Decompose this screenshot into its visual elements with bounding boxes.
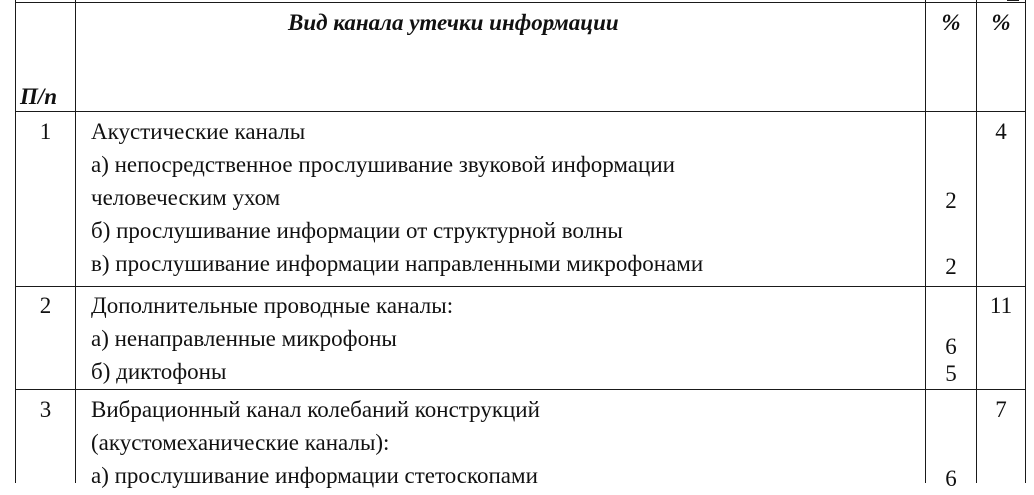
header-bottom-line [15,111,1026,112]
row-3-line-1: Вибрационный канал колебаний конструкций [91,397,540,422]
column-divider-num [75,0,76,483]
header-col-pct2: % [991,10,1011,35]
row-1-line-1: Акустические каналы [91,119,306,144]
row-1-sub-pct-5: 2 [945,254,957,279]
row-3-total-pct: 7 [995,397,1007,422]
row-2-sub-pct-2: 6 [945,334,957,359]
row-3-line-3: а) прослушивание информации стетоскопами [91,463,538,488]
row-1-bottom-line [15,286,1026,287]
header-col-channel: Вид канала утечки информации [288,10,619,35]
row-1-line-4: б) прослушивание информации от структурной волны [91,218,623,243]
row-3-sub-pct-3: 6 [945,466,957,491]
row-1-total-pct: 4 [995,119,1007,144]
column-divider-channel [925,0,926,483]
row-1-num: 1 [39,119,52,144]
row-1-sub-pct-3: 2 [945,188,957,213]
row-2-total-pct: 11 [989,293,1013,318]
row-2-line-1: Дополнительные проводные каналы: [91,293,454,318]
row-2-num: 2 [39,293,52,318]
row-2-bottom-line [15,389,1026,390]
table-corner-tick [1007,0,1019,1]
row-1-line-3: человеческим ухом [91,185,281,210]
table-border-right [1025,0,1026,483]
row-1-line-5: в) прослушивание информации направленными микрофонами [91,251,704,276]
table-border-top [15,2,1026,3]
row-2-line-3: б) диктофоны [91,359,227,384]
row-1-line-2: а) непосредственное прослушивание звуковой информации [91,152,675,177]
row-3-num: 3 [39,397,52,422]
row-3-line-2: (акустомеханические каналы): [91,430,390,455]
header-col-num: П/п [20,84,58,109]
row-2-line-2: а) ненаправленные микрофоны [91,326,397,351]
header-col-pct1: % [941,10,961,35]
row-2-sub-pct-3: 5 [945,361,957,386]
